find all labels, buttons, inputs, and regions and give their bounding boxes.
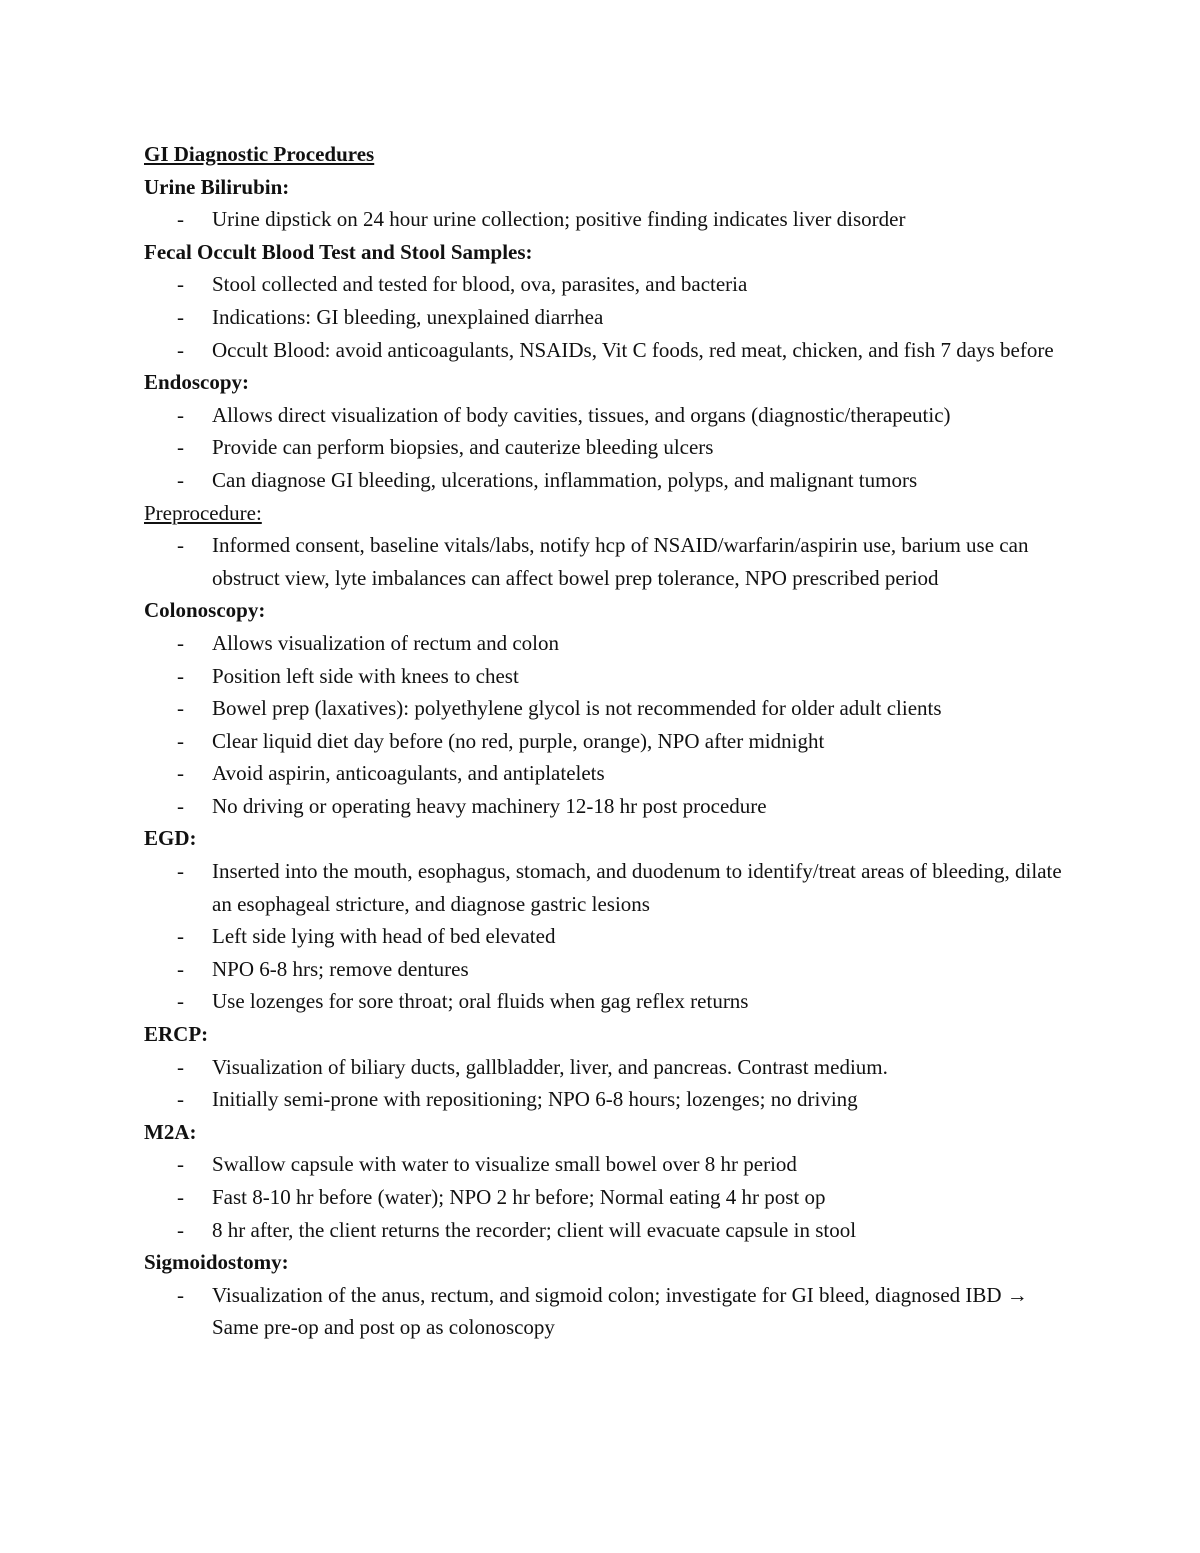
list-item (144, 399, 1064, 432)
bullet-list (144, 203, 1064, 236)
list-item (144, 985, 1064, 1018)
list-item (144, 1181, 1064, 1214)
section (144, 366, 1064, 496)
section (144, 1246, 1064, 1344)
list-item-text: 8 hr after, the client returns the recorder; client will evacuate capsule in stool (212, 1217, 857, 1242)
bullet-dash: - (177, 1087, 184, 1112)
list-item (144, 920, 1064, 953)
list-item-text: Provide can perform biopsies, and cauterize bleeding ulcers (212, 435, 714, 460)
bullet-dash: - (177, 924, 184, 949)
list-item-text: Informed consent, baseline vitals/labs, notify hcp of NSAID/warfarin/aspirin use, barium use can obstruct view, lyte imbalances can affect bowel prep tolerance, NPO prescribed period (212, 533, 1029, 590)
list-item-text: Bowel prep (laxatives): polyethylene glycol is not recommended for older adult clients (212, 696, 942, 721)
section-heading: Colonoscopy: (144, 598, 266, 623)
list-item-text: Inserted into the mouth, esophagus, stomach, and duodenum to identify/treat areas of bleeding, dilate an esophageal stricture, and diagnose gastric lesions (212, 859, 1062, 916)
bullet-dash: - (177, 435, 184, 460)
bullet-dash: - (177, 467, 184, 492)
section (144, 822, 1064, 1018)
bullet-dash: - (177, 793, 184, 818)
bullet-list (144, 529, 1064, 594)
list-item (144, 203, 1064, 236)
list-item-text: Visualization of the anus, rectum, and sigmoid colon; investigate for GI bleed, diagnosed IBD → Same pre-op and post op as colonoscopy (212, 1282, 1028, 1340)
document-title: GI Diagnostic Procedures (144, 142, 375, 166)
bullet-dash: - (177, 402, 184, 427)
section (144, 171, 1064, 236)
section (144, 594, 1064, 822)
bullet-list (144, 855, 1064, 1018)
bullet-dash: - (177, 989, 184, 1014)
list-item-text: Clear liquid diet day before (no red, purple, orange), NPO after midnight (212, 728, 825, 753)
section-heading: M2A: (144, 1119, 197, 1144)
list-item (144, 1083, 1064, 1116)
list-item (144, 529, 1064, 594)
bullet-dash: - (177, 1217, 184, 1242)
list-item-text: Occult Blood: avoid anticoagulants, NSAIDs, Vit C foods, red meat, chicken, and fish 7 days before (212, 337, 1054, 362)
bullet-dash: - (177, 859, 184, 884)
bullet-dash: - (177, 1054, 184, 1079)
list-item (144, 1214, 1064, 1247)
section-heading: Fecal Occult Blood Test and Stool Samples: (144, 239, 533, 264)
list-item-text: Position left side with knees to chest (212, 663, 519, 688)
bullet-dash: - (177, 337, 184, 362)
bullet-dash: - (177, 663, 184, 688)
list-item (144, 627, 1064, 660)
bullet-dash: - (177, 272, 184, 297)
document-body (144, 171, 1064, 1344)
list-item (144, 855, 1064, 920)
list-item (144, 1279, 1064, 1344)
bullet-list (144, 399, 1064, 497)
list-item-text: Avoid aspirin, anticoagulants, and antiplatelets (212, 761, 605, 786)
list-item (144, 1051, 1064, 1084)
list-item-text: No driving or operating heavy machinery 12-18 hr post procedure (212, 793, 767, 818)
bullet-list (144, 1148, 1064, 1246)
list-item (144, 692, 1064, 725)
list-item-text: Swallow capsule with water to visualize small bowel over 8 hr period (212, 1152, 797, 1177)
section-heading: ERCP: (144, 1022, 209, 1047)
list-item (144, 790, 1064, 823)
section (144, 236, 1064, 366)
list-item (144, 301, 1064, 334)
bullet-dash: - (177, 630, 184, 655)
bullet-list (144, 268, 1064, 366)
section-heading: Urine Bilirubin: (144, 174, 290, 199)
section-heading: Sigmoidostomy: (144, 1250, 289, 1275)
list-item-text: Fast 8-10 hr before (water); NPO 2 hr before; Normal eating 4 hr post op (212, 1185, 826, 1209)
list-item-text: NPO 6-8 hrs; remove dentures (212, 956, 469, 981)
list-item-text: Allows visualization of rectum and colon (212, 630, 560, 655)
bullet-dash: - (177, 533, 184, 558)
list-item-text: Indications: GI bleeding, unexplained diarrhea (212, 304, 604, 329)
list-item (144, 268, 1064, 301)
section-heading: Endoscopy: (144, 370, 250, 395)
section (144, 1116, 1064, 1246)
bullet-list (144, 1051, 1064, 1116)
list-item (144, 1148, 1064, 1181)
list-item-text: Stool collected and tested for blood, ova, parasites, and bacteria (212, 272, 748, 297)
section-subheading: Preprocedure: (144, 500, 262, 525)
bullet-dash: - (177, 696, 184, 721)
bullet-dash: - (177, 1152, 184, 1177)
list-item (144, 725, 1064, 758)
list-item (144, 953, 1064, 986)
list-item-text: Initially semi-prone with repositioning; NPO 6-8 hours; lozenges; no driving (212, 1087, 858, 1112)
bullet-dash: - (177, 728, 184, 753)
document-page (144, 138, 1064, 1344)
list-item-text: Visualization of biliary ducts, gallbladder, liver, and pancreas. Contrast medium. (212, 1054, 888, 1079)
list-item-text: Can diagnose GI bleeding, ulcerations, inflammation, polyps, and malignant tumors (212, 467, 918, 492)
bullet-dash: - (177, 1185, 184, 1209)
list-item-text: Left side lying with head of bed elevated (212, 924, 556, 949)
bullet-dash: - (177, 956, 184, 981)
list-item (144, 757, 1064, 790)
bullet-dash: - (177, 761, 184, 786)
section-heading: EGD: (144, 826, 197, 851)
section (144, 1018, 1064, 1116)
list-item-text: Allows direct visualization of body cavities, tissues, and organs (diagnostic/therapeutic) (212, 402, 951, 427)
list-item-text: Urine dipstick on 24 hour urine collection; positive finding indicates liver disorder (212, 207, 906, 232)
list-item (144, 334, 1064, 367)
list-item (144, 660, 1064, 693)
section (144, 497, 1064, 595)
bullet-dash: - (177, 207, 184, 232)
bullet-list (144, 1279, 1064, 1344)
list-item (144, 431, 1064, 464)
list-item (144, 464, 1064, 497)
bullet-dash: - (177, 304, 184, 329)
bullet-list (144, 627, 1064, 823)
bullet-dash: - (177, 1282, 184, 1307)
list-item-text: Use lozenges for sore throat; oral fluids when gag reflex returns (212, 989, 749, 1014)
